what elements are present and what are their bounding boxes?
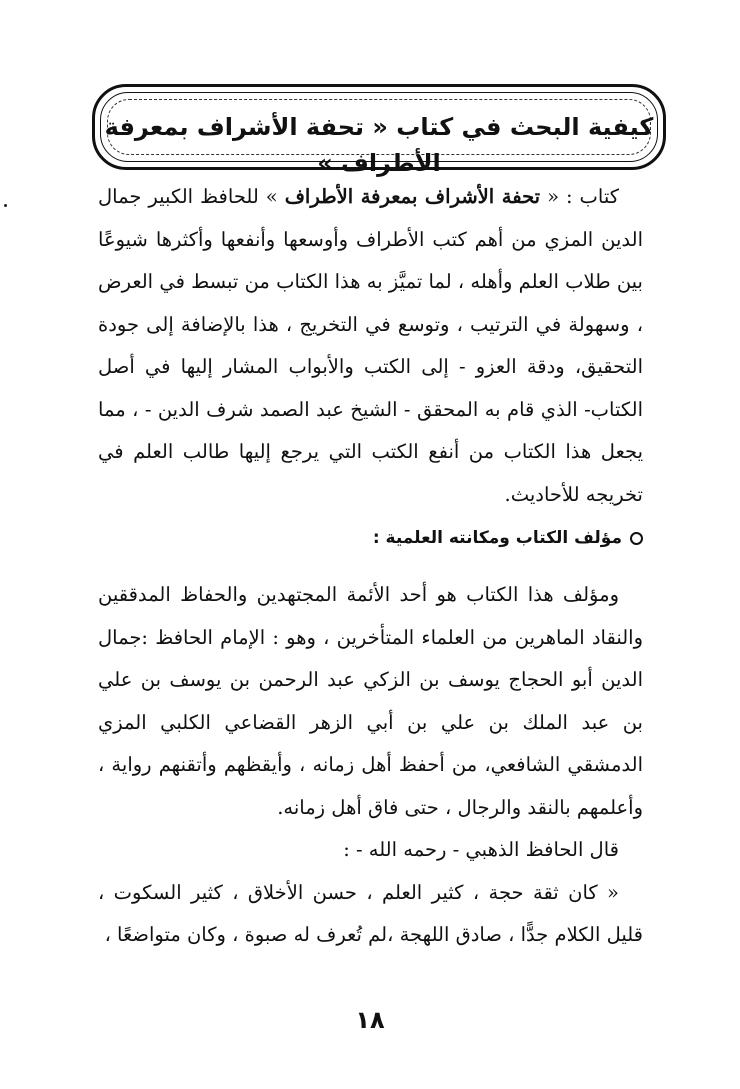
section-heading bbox=[98, 516, 643, 560]
paragraph-intro-prefix: كتاب : « bbox=[540, 185, 620, 208]
section-heading-text: مؤلف الكتاب ومكانته العلمية : bbox=[372, 528, 622, 548]
page-number: ١٨ bbox=[355, 1006, 385, 1034]
paragraph-intro bbox=[98, 176, 643, 516]
paragraph-intro-text: » للحافظ الكبير جمال الدين المزي من أهم كتب الأطراف وأوسعها وأنفعها وأكثرها شيوعًا بين طلاب العلم وأهله ، لما تميَّز به هذا الكتاب من تبسط في العرض ، وسهولة في الترتيب ، وتوسع في التخريج ، هذا بالإضافة إلى جودة التحقيق، ودقة العزو - إلى الكتب والأبواب المشار إليها في أصل الكتاب- الذي قام به المحقق - الشيخ عبد الصمد شرف الدين - ، مما يجعل هذا الكتاب من أنفع الكتب التي يرجع إليها طالب العلم في تخريجه للأحاديث. bbox=[98, 185, 643, 506]
chapter-title-frame bbox=[92, 84, 666, 177]
circle-bullet-icon bbox=[630, 532, 643, 545]
chapter-title: كيفية البحث في كتاب « تحفة الأشراف بمعرفة الأطراف » bbox=[104, 113, 654, 177]
paragraph-quote: « كان ثقة حجة ، كثير العلم ، حسن الأخلاق ، كثير السكوت ، قليل الكلام جدًّا ، صادق اللهجة ،لم تُعرف له صبوة ، وكان متواضعًا ، bbox=[98, 880, 643, 946]
paragraph-quote-intro: قال الحافظ الذهبي - رحمه الله - : bbox=[343, 838, 619, 861]
page-body bbox=[98, 176, 643, 957]
margin-mark bbox=[4, 204, 7, 207]
book-title: تحفة الأشراف بمعرفة الأطراف bbox=[284, 185, 541, 208]
paragraph-author: ومؤلف هذا الكتاب هو أحد الأئمة المجتهدين والحفاظ المدققين والنقاد الماهرين من العلماء المتأخرين ، وهو : الإمام الحافظ :جمال الدين أبو الحجاج يوسف بن الزكي عبد الرحمن بن يوسف بن علي بن عبد الملك بن علي بن أبي الزهر القضاعي الكلبي المزي الدمشقي الشافعي، من أحفظ أهل زمانه ، وأيقظهم وأتقنهم رواية ، وأعلمهم بالنقد والرجال ، حتى فاق أهل زمانه. bbox=[98, 583, 643, 819]
spacer bbox=[98, 560, 643, 574]
